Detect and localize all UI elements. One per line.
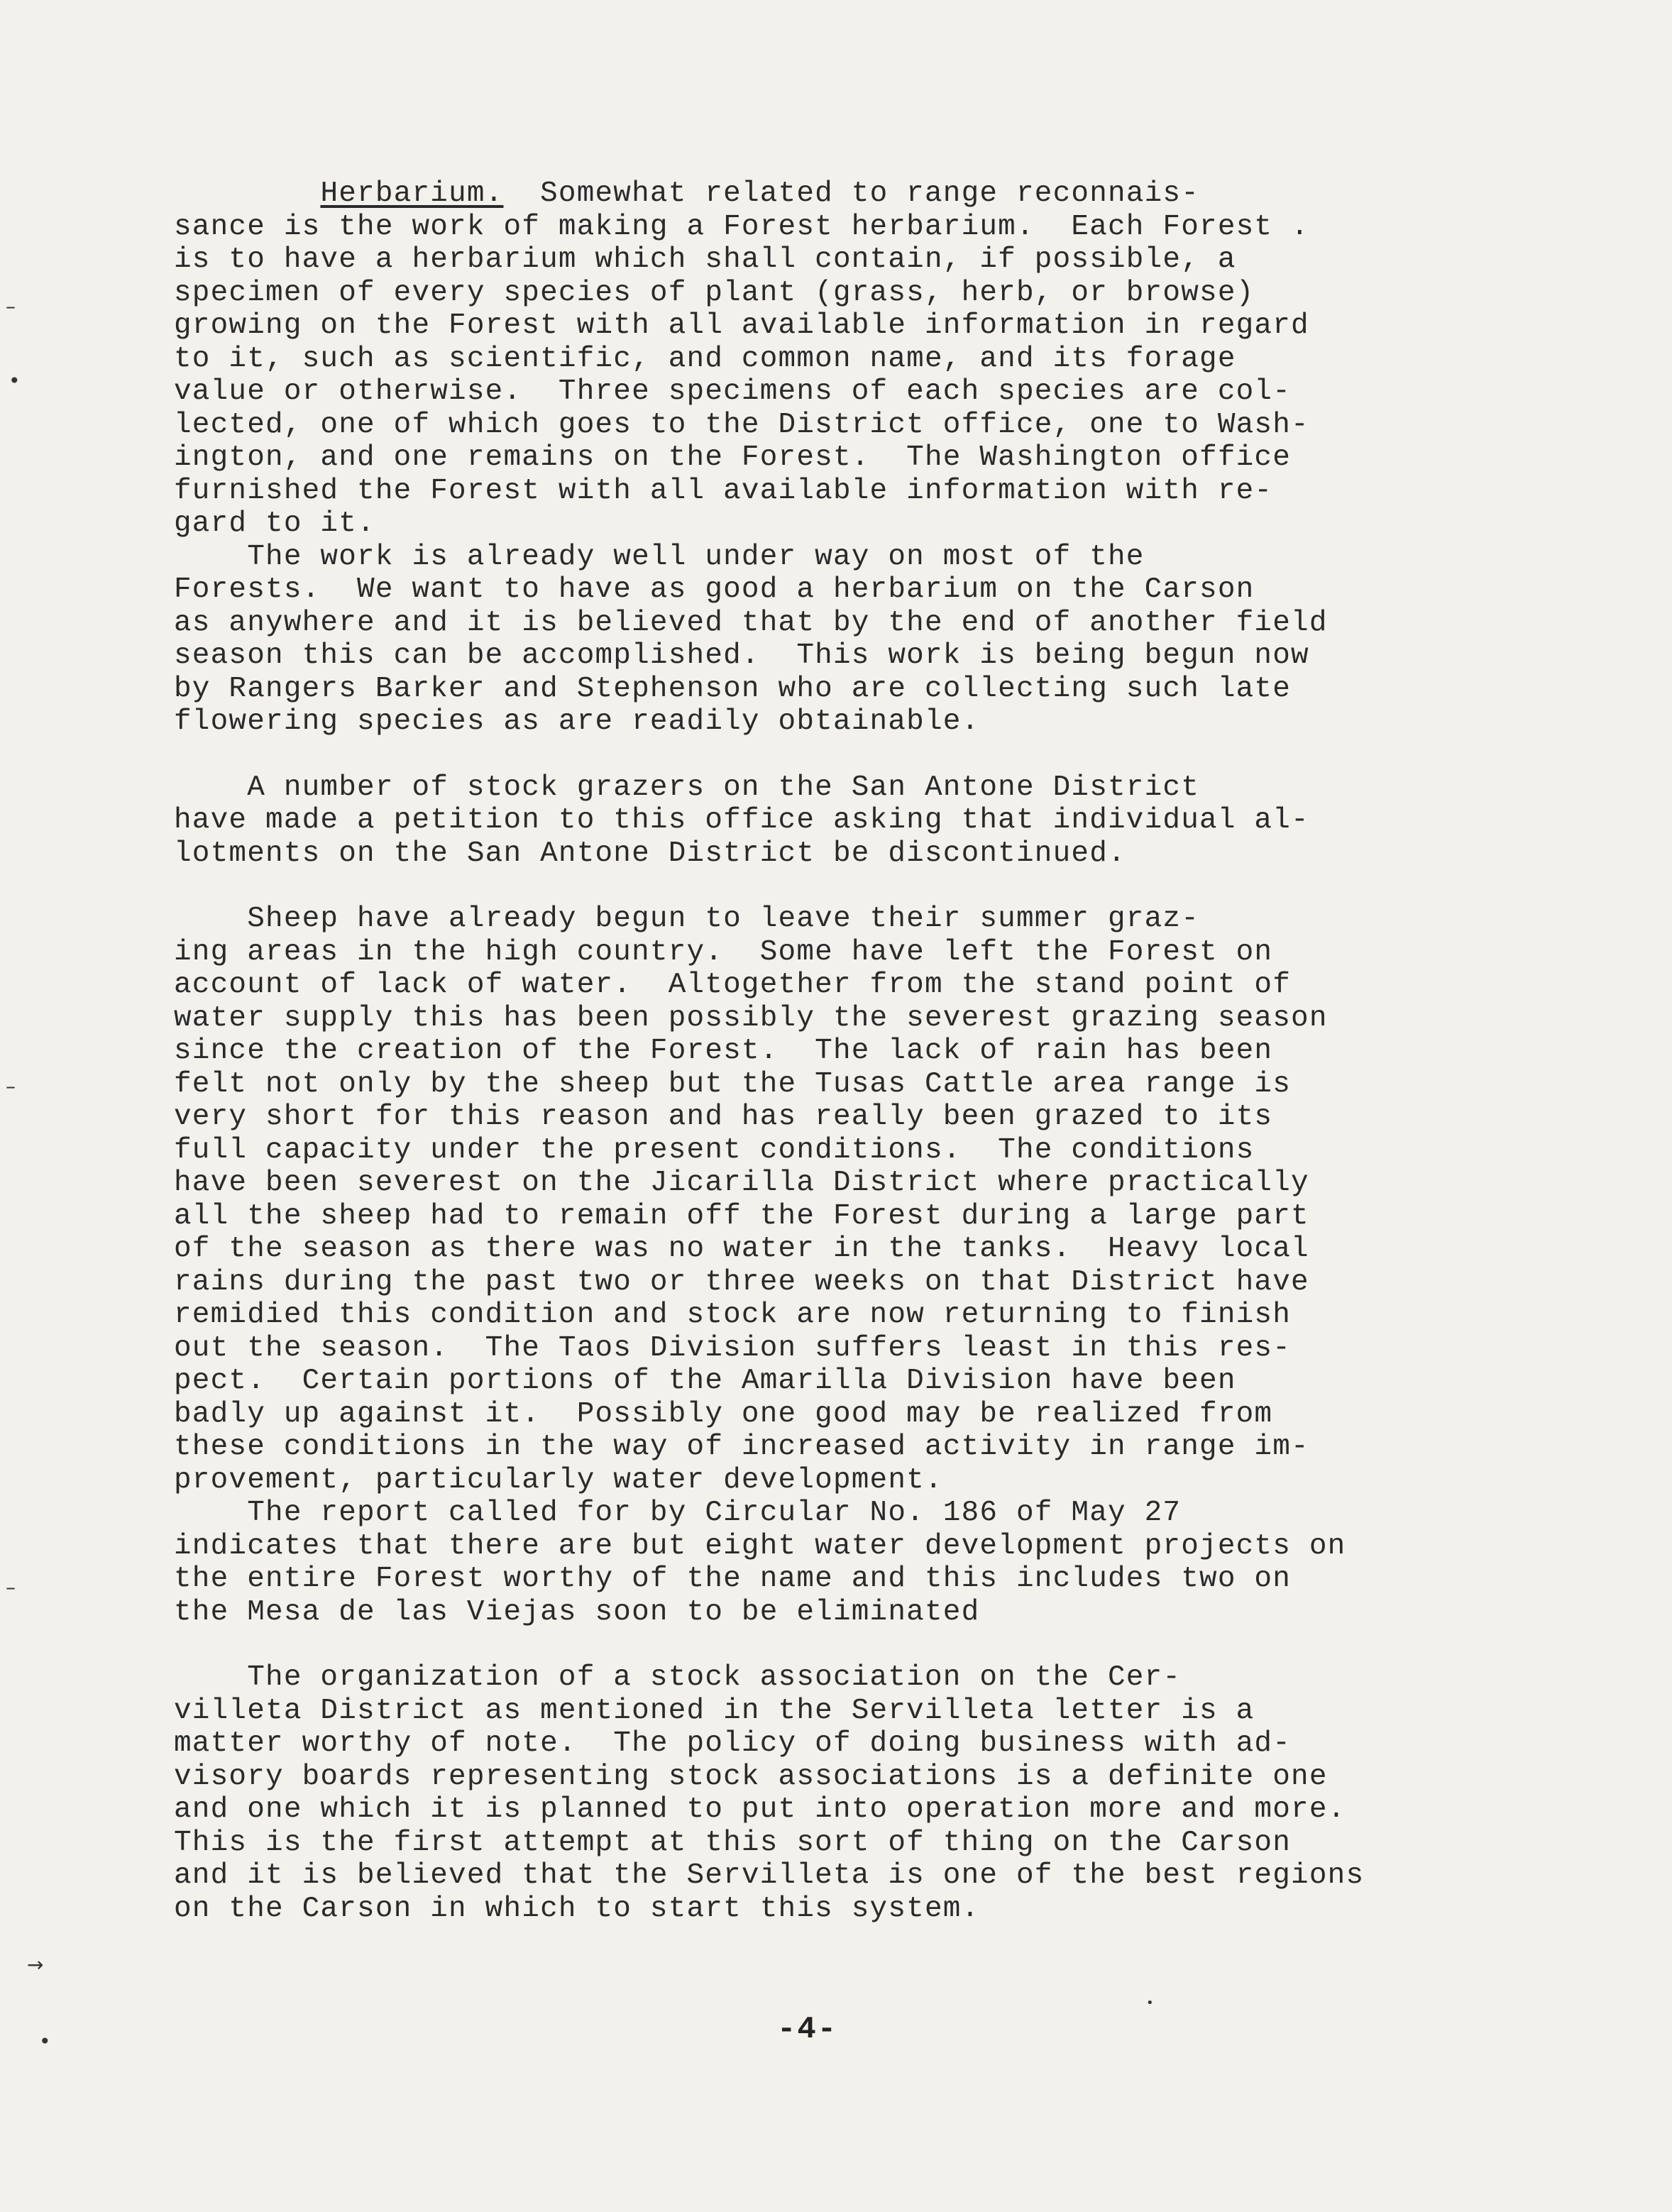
paragraph-line: The organization of a stock association on the Cer- <box>174 1661 1182 1694</box>
margin-tick-4: → <box>27 1953 44 1976</box>
paragraph-line: growing on the Forest with all available information in regard <box>174 309 1309 342</box>
paragraph-line: Sheep have already begun to leave their summer graz- <box>174 903 1200 935</box>
paragraph-line: The work is already well under way on most of the <box>174 540 1145 573</box>
paragraph-spacer <box>174 739 1558 771</box>
paragraph-sheep-grazing <box>174 903 1558 1629</box>
margin-tick-2: – <box>6 1074 16 1098</box>
paragraph-line: A number of stock grazers on the San Antone District <box>174 771 1200 804</box>
paragraph-line: furnished the Forest with all available information with re- <box>174 474 1273 507</box>
margin-tick-1: – <box>6 295 16 318</box>
paragraph-line: remidied this condition and stock are now returning to finish <box>174 1299 1292 1331</box>
paragraph-line: flowering species as are readily obtainable. <box>174 705 980 738</box>
paragraph-line: specimen of every species of plant (grass, herb, or browse) <box>174 276 1255 309</box>
paragraph-line: these conditions in the way of increased activity in range im- <box>174 1431 1309 1463</box>
paragraph-line: Forests. We want to have as good a herbarium on the Carson <box>174 573 1255 606</box>
paragraph-line: villeta District as mentioned in the Servilleta letter is a <box>174 1694 1255 1727</box>
paragraph-line: by Rangers Barker and Stephenson who are collecting such late <box>174 672 1292 705</box>
paragraph-line: rains during the past two or three weeks on that District have <box>174 1265 1309 1299</box>
paragraph-line: lotments on the San Antone District be discontinued. <box>174 837 1126 870</box>
paragraph-line: water supply this has been possibly the severest grazing season <box>174 1001 1328 1035</box>
line-text: Somewhat related to range reconnais- <box>540 177 1200 210</box>
paragraph-herbarium <box>174 177 1558 541</box>
paragraph-line: very short for this reason and has really been grazed to its <box>174 1101 1273 1133</box>
paragraph-spacer <box>174 1629 1558 1661</box>
paragraph-line: account of lack of water. Altogether from the stand point of <box>174 969 1292 1001</box>
margin-dot-1: • <box>9 369 21 392</box>
paragraph-line: pect. Certain portions of the Amarilla Division have been <box>174 1365 1236 1397</box>
paragraph-line: sance is the work of making a Forest herbarium. Each Forest . <box>174 210 1309 243</box>
paragraph-line: season this can be accomplished. This work is being begun now <box>174 639 1309 672</box>
margin-tick-3: – <box>6 1575 16 1599</box>
paragraph-line: all the sheep had to remain off the Forest during a large part <box>174 1199 1309 1233</box>
paragraph-line: the Mesa de las Viejas soon to be eliminated <box>174 1595 980 1629</box>
paragraph-line: have made a petition to this office asking that individual al- <box>174 804 1309 837</box>
page-number: -4- <box>777 2012 838 2047</box>
paragraph-spacer <box>174 870 1558 903</box>
paragraph-line: gard to it. <box>174 507 375 540</box>
paragraph-line: badly up against it. Possibly one good may be realized from <box>174 1397 1273 1431</box>
paragraph-line: provement, particularly water development. <box>174 1463 943 1497</box>
paragraph-line: out the season. The Taos Division suffers least in this res- <box>174 1331 1292 1365</box>
paragraph-line: ing areas in the high country. Some have left the Forest on <box>174 935 1273 969</box>
paragraph-line: value or otherwise. Three specimens of each species are col- <box>174 375 1292 408</box>
margin-dot-3: • <box>1146 1996 1154 2010</box>
paragraph-line: and one which it is planned to put into operation more and more. <box>174 1793 1346 1826</box>
paragraph-line: full capacity under the present conditions. The conditions <box>174 1133 1255 1167</box>
paragraph-line: ington, and one remains on the Forest. The Washington office <box>174 441 1292 474</box>
paragraph-line: have been severest on the Jicarilla District where practically <box>174 1167 1309 1199</box>
paragraph-line: is to have a herbarium which shall contain, if possible, a <box>174 243 1236 276</box>
paragraph-line: This is the first attempt at this sort of thing on the Carson <box>174 1826 1292 1859</box>
paragraph-line: the entire Forest worthy of the name and this includes two on <box>174 1563 1292 1595</box>
paragraph-line: lected, one of which goes to the District office, one to Wash- <box>174 408 1309 441</box>
paragraph-herbarium-progress <box>174 541 1558 739</box>
paragraph-line: since the creation of the Forest. The lack of rain has been <box>174 1035 1273 1067</box>
paragraph-line: and it is believed that the Servilleta is one of the best regions <box>174 1859 1365 1892</box>
section-heading: Herbarium. <box>320 177 504 210</box>
paragraph-line: on the Carson in which to start this system. <box>174 1892 980 1925</box>
paragraph-line: visory boards representing stock associations is a definite one <box>174 1760 1328 1793</box>
paragraph-line: to it, such as scientific, and common name, and its forage <box>174 342 1236 375</box>
paragraph-line: matter worthy of note. The policy of doing business with ad- <box>174 1727 1292 1760</box>
paragraph-line-first <box>174 177 1558 211</box>
document-body <box>174 177 1558 1925</box>
paragraph-stock-association <box>174 1661 1558 1925</box>
paragraph-line: indicates that there are but eight water development projects on <box>174 1529 1346 1563</box>
paragraph-petition <box>174 771 1558 871</box>
paragraph-line: felt not only by the sheep but the Tusas Cattle area range is <box>174 1067 1292 1101</box>
paragraph-line: of the season as there was no water in the tanks. Heavy local <box>174 1233 1309 1265</box>
paragraph-line: The report called for by Circular No. 186 of May 27 <box>174 1497 1182 1529</box>
paragraph-line: as anywhere and it is believed that by the end of another field <box>174 606 1328 639</box>
margin-dot-2: • <box>39 2030 51 2053</box>
